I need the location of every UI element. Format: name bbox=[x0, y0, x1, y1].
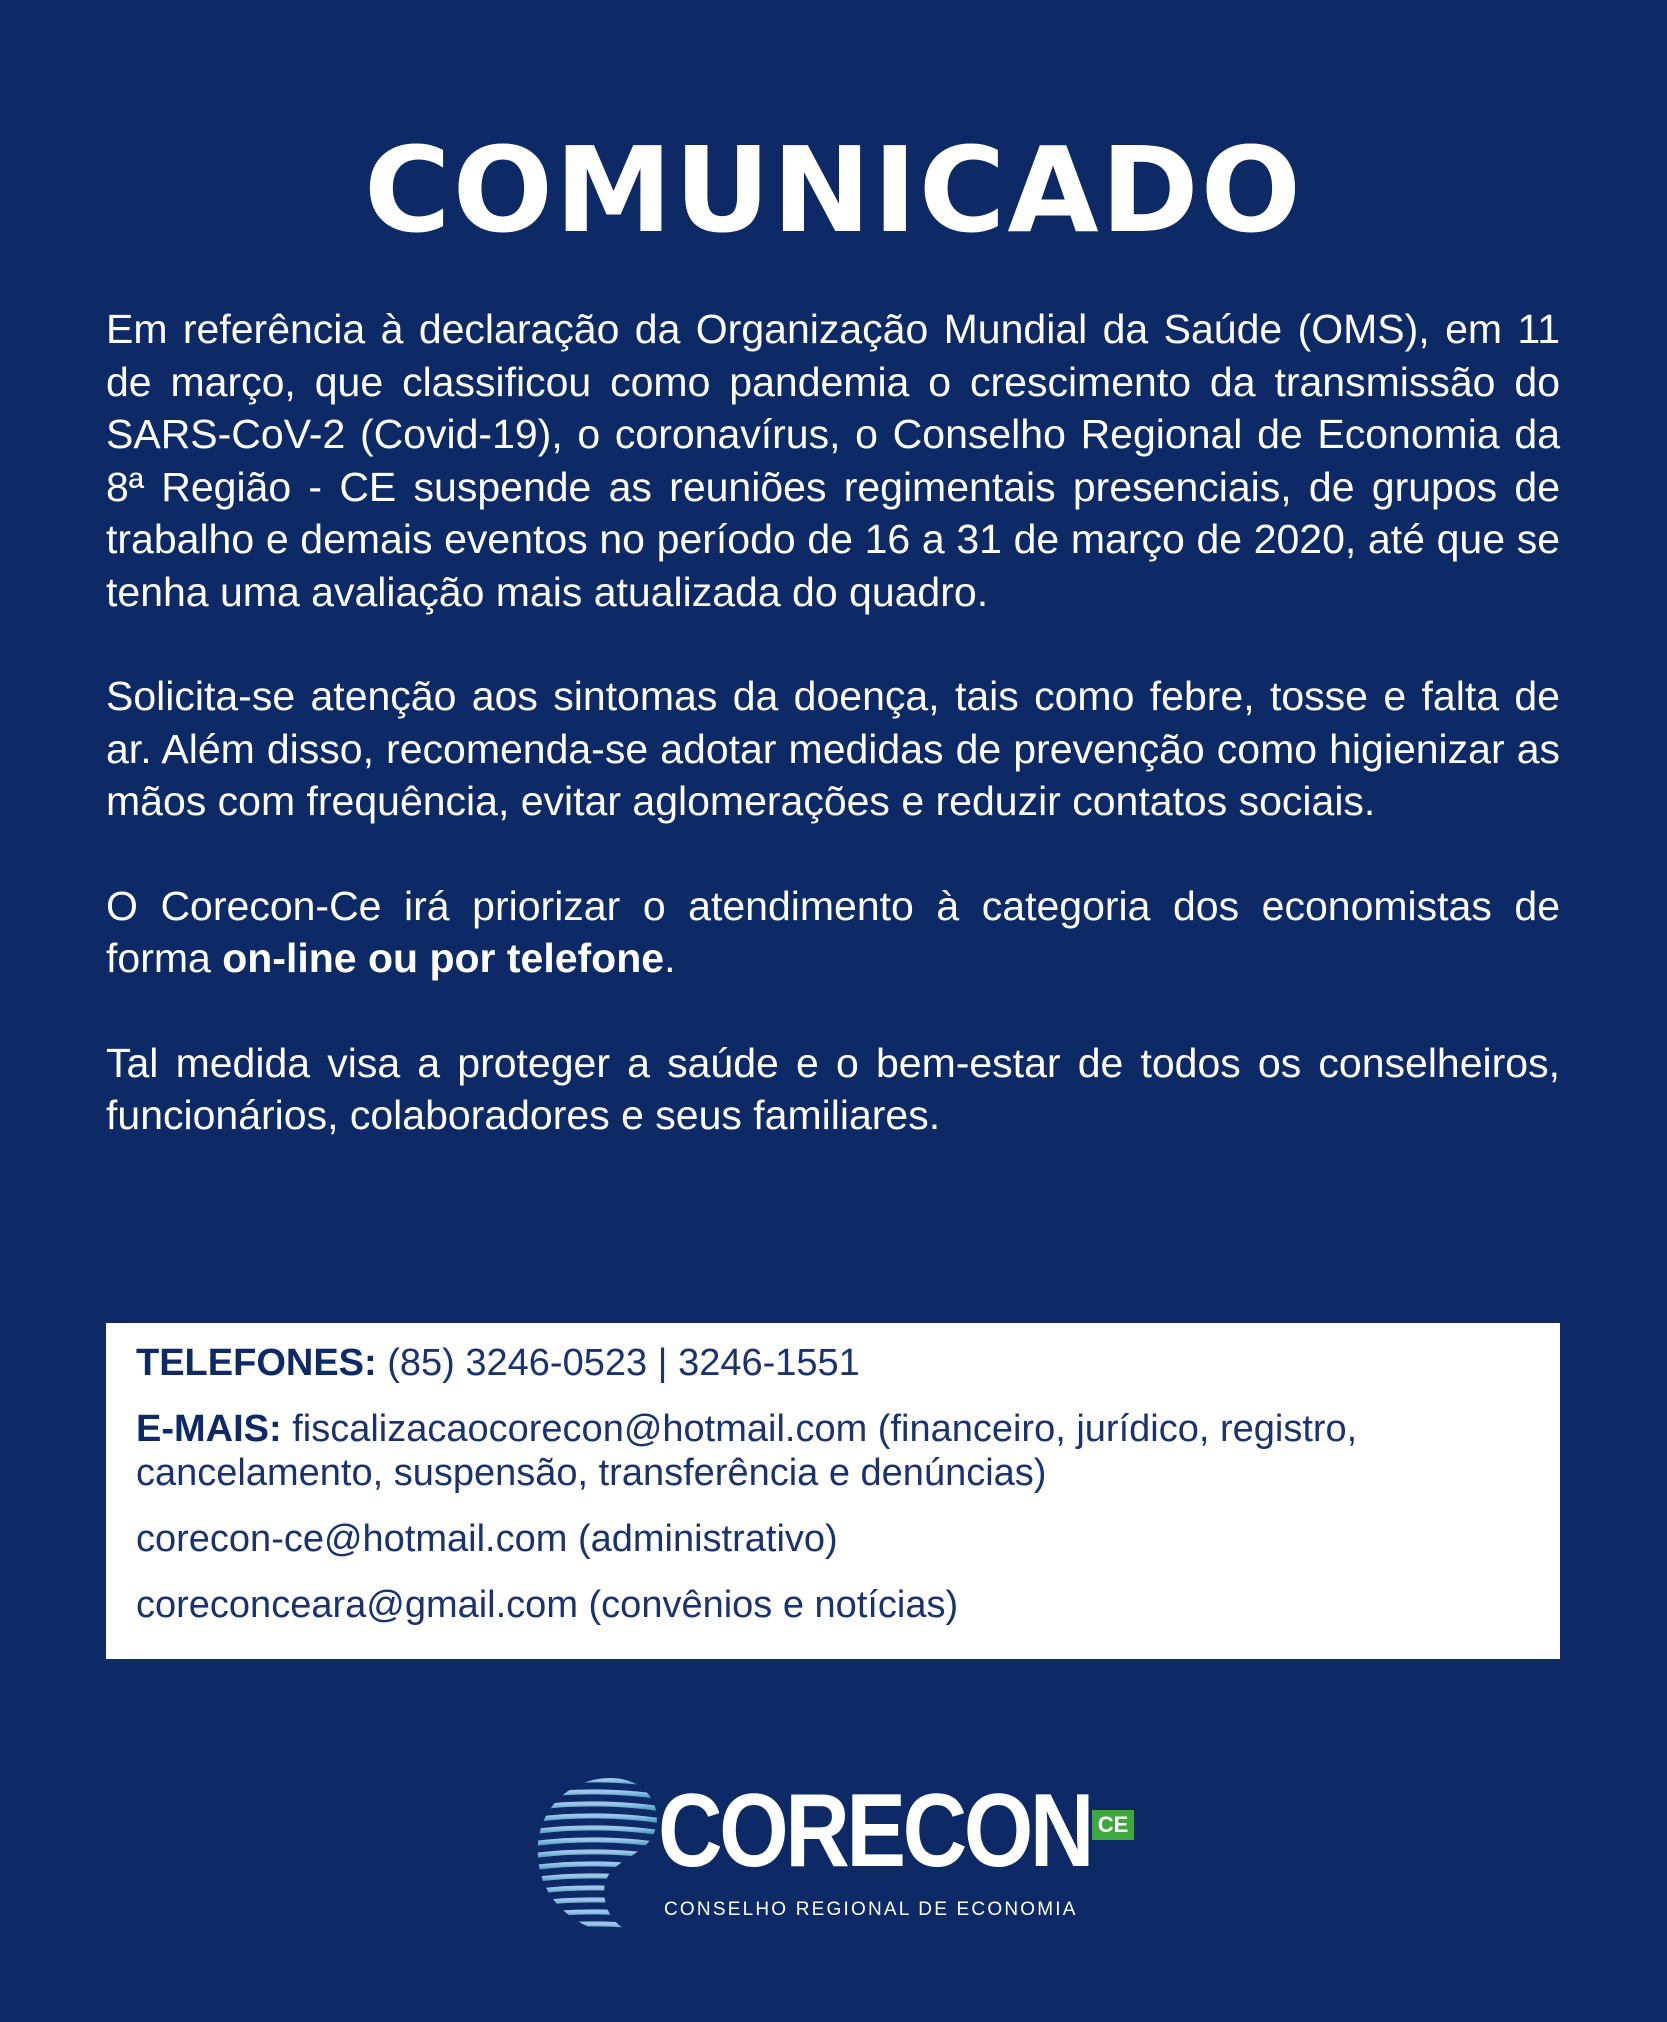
corecon-logo bbox=[530, 1770, 1150, 1940]
paragraph-oms-declaration: Em referência à declaração da Organização Mundial da Saúde (OMS), em 11 de março, que classificou como pandemia o crescimento da transmissão do SARS-CoV-2 (Covid-19), o coronavírus, o Conselho Regional de Economia da 8ª Região - CE suspende as reuniões regimentais presenciais, de grupos de trabalho e demais eventos no período de 16 a 31 de março de 2020, até que se tenha uma avaliação mais atualizada do quadro. bbox=[106, 306, 1560, 615]
paragraph-health-protection: Tal medida visa a proteger a saúde e o bem-estar de todos os conselheiros, funcionários, colaboradores e seus familiares. bbox=[106, 1039, 1560, 1138]
phones-label: TELEFONES: bbox=[136, 1342, 377, 1384]
email-administrativo[interactable]: corecon-ce@hotmail.com (administrativo) bbox=[136, 1518, 838, 1560]
page-title: COMUNICADO bbox=[364, 121, 1303, 259]
emails-row bbox=[136, 1407, 1530, 1495]
paragraph-service-text: O Corecon-Ce irá priorizar o atendimento à categoria dos economistas de forma bbox=[106, 882, 1560, 981]
paragraph-service-highlight: on-line ou por telefone bbox=[222, 935, 665, 981]
logo-wordmark: CORECON bbox=[658, 1773, 1092, 1889]
email-fiscalizacao[interactable]: fiscalizacaocorecon@hotmail.com (financeiro, jurídico, registro, cancelamento, suspensão, transferência e denúncias) bbox=[136, 1408, 1358, 1494]
paragraph-service bbox=[106, 880, 1560, 985]
announcement-body bbox=[106, 303, 1560, 1142]
phones-value: (85) 3246-0523 | 3246-1551 bbox=[376, 1342, 860, 1384]
emails-label: E-MAIS: bbox=[136, 1408, 282, 1450]
paragraph-symptoms: Solicita-se atenção aos sintomas da doença, tais como febre, tosse e falta de ar. Além disso, recomenda-se adotar medidas de prevenção como higienizar as mãos com frequência, evitar aglomerações e reduzir contatos sociais. bbox=[106, 673, 1560, 824]
logo-badge-ce: CE bbox=[1092, 1810, 1134, 1840]
phones-row bbox=[136, 1341, 1530, 1385]
contact-box bbox=[106, 1323, 1560, 1659]
email-convenios[interactable]: coreconceara@gmail.com (convênios e notícias) bbox=[136, 1584, 959, 1626]
logo-subtitle: CONSELHO REGIONAL DE ECONOMIA bbox=[664, 1899, 1078, 1920]
paragraph-service-end: . bbox=[664, 935, 676, 981]
